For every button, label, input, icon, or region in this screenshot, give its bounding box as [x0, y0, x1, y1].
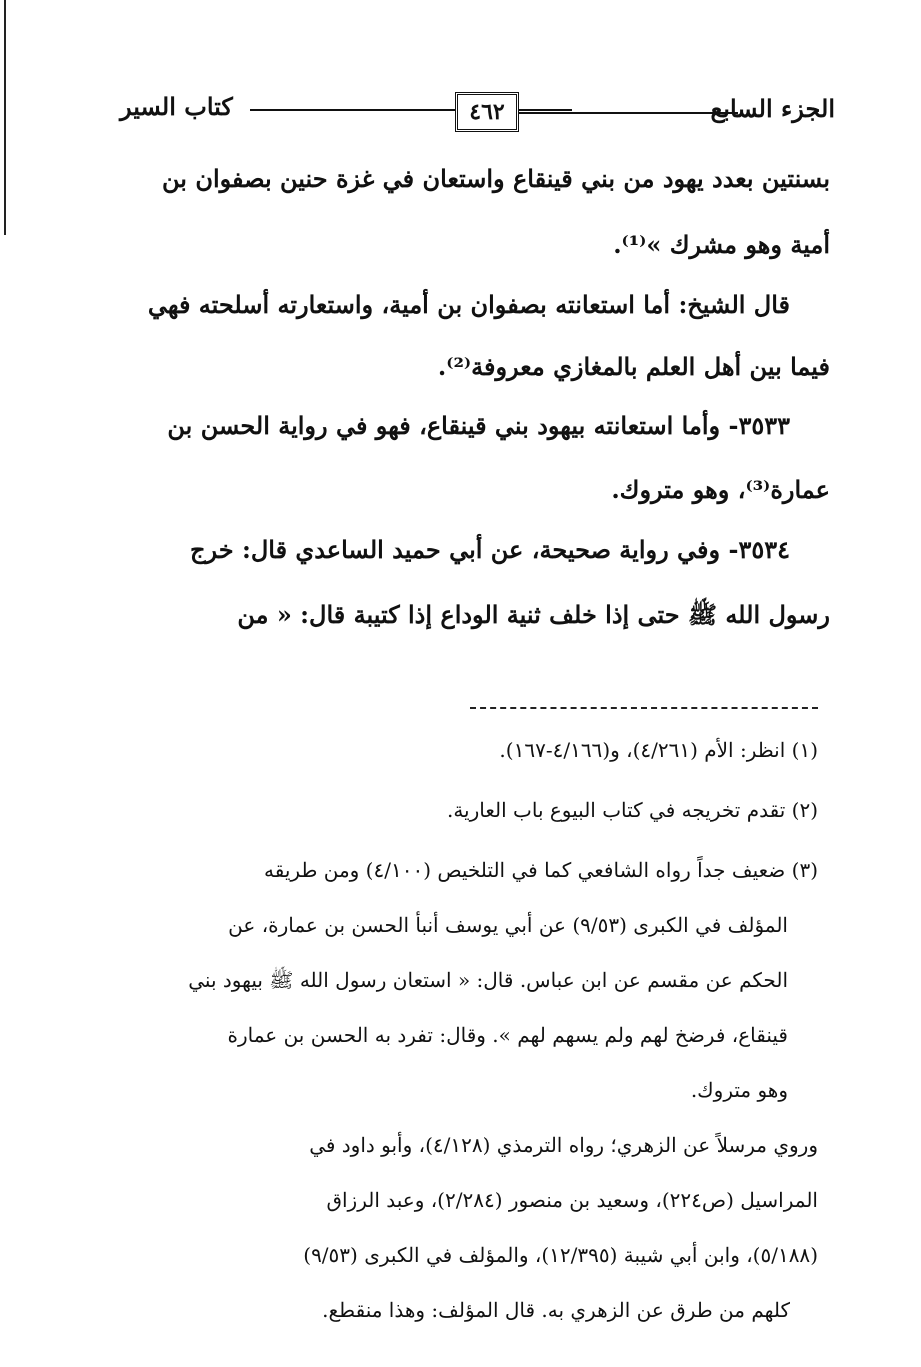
header-rule-right — [513, 112, 738, 114]
footnote: (١) انظر: الأم (٤/٢٦١)، و(٤/١٦٦-١٦٧). — [499, 738, 818, 762]
footnote-continuation: قينقاع، فرضخ لهم ولم يسهم لهم ». وقال: تفرد به الحسن بن عمارة — [227, 1023, 788, 1047]
text-line: أمية وهو مشرك »⁽¹⁾. — [613, 230, 830, 259]
footnote-continuation: وهو متروك. — [690, 1078, 788, 1102]
footnote-continuation: (٥/١٨٨)، وابن أبي شيبة (١٢/٣٩٥)، والمؤلف في الكبرى (٩/٥٣) — [303, 1243, 818, 1267]
footnote-separator — [470, 707, 818, 709]
book-title: كتاب السير — [120, 92, 233, 121]
footnote: (٣) ضعيف جداً رواه الشافعي كما في التلخيص (٤/١٠٠) ومن طريقه — [264, 858, 818, 882]
text-line: ٣٥٣٤- وفي رواية صحيحة، عن أبي حميد الساعدي قال: خرج — [190, 535, 790, 564]
text-line: رسول الله ﷺ حتى إذا خلف ثنية الوداع إذا كتيبة قال: « من — [237, 600, 830, 629]
footnote-continuation: كلهم من طرق عن الزهري به. قال المؤلف: وهذا منقطع. — [322, 1298, 790, 1322]
footnote-continuation: المراسيل (ص٢٢٤)، وسعيد بن منصور (٢/٢٨٤)، وعبد الرزاق — [326, 1188, 818, 1212]
footnote: (٢) تقدم تخريجه في كتاب البيوع باب العارية. — [446, 798, 818, 822]
volume-title: الجزء السابع — [710, 94, 835, 123]
text-line: ٣٥٣٣- وأما استعانته بيهود بني قينقاع، فهو في رواية الحسن بن — [167, 411, 790, 440]
text-line: فيما بين أهل العلم بالمغازي معروفة⁽²⁾. — [437, 352, 830, 381]
text-line: عمارة⁽³⁾، وهو متروك. — [611, 475, 830, 504]
footnote-continuation: وروي مرسلاً عن الزهري؛ رواه الترمذي (٤/١٢٨)، وأبو داود في — [309, 1133, 818, 1157]
margin-rule — [4, 0, 6, 235]
header-rule-left — [250, 109, 572, 111]
page-number: ٤٦٢ — [455, 92, 519, 132]
page-header — [120, 92, 835, 132]
footnote-continuation: المؤلف في الكبرى (٩/٥٣) عن أبي يوسف أنبأ الحسن بن عمارة، عن — [228, 913, 788, 937]
footnote-continuation: الحكم عن مقسم عن ابن عباس. قال: « استعان رسول الله ﷺ بيهود بني — [188, 968, 788, 992]
text-line: قال الشيخ: أما استعانته بصفوان بن أمية، واستعارته أسلحته فهي — [147, 290, 790, 319]
text-line: بسنتين بعدد يهود من بني قينقاع واستعان في غزة حنين بصفوان بن — [162, 164, 830, 193]
